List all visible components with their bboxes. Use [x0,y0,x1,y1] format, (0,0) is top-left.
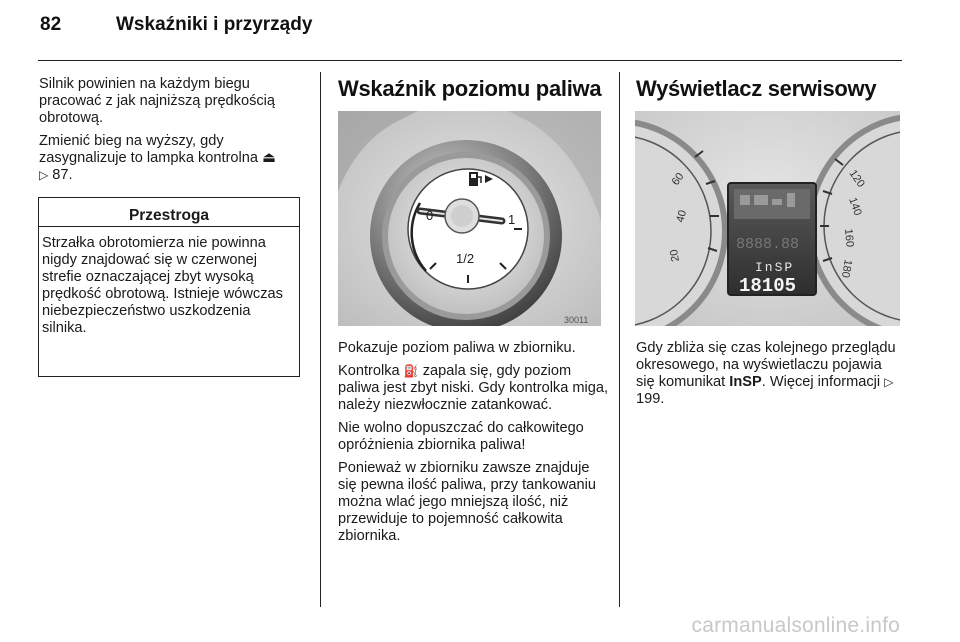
paragraph-upshift [39,133,309,184]
service-display-illustration [635,111,900,326]
page-reference-link[interactable]: 87. [52,167,73,183]
inspection-code: InSP [729,374,762,390]
column-left [39,76,309,190]
paragraph-low-rpm: Silnik powinien na każdym biegu pracować z jak najniższą prędkością obrotową. [39,76,276,126]
service-text: Gdy zbliża się czas kolejnego przeglądu okresowego, na wyświetlaczu pojawia się komunikat [636,340,896,390]
upshift-indicator-icon: ⏏ [262,150,276,166]
paragraph-fuel-level: Pokazuje poziom paliwa w zbiorniku. [338,340,576,356]
lcd-odometer: 18105 [739,275,797,297]
paragraph-service-message [636,340,904,408]
service-more-info: . Więcej informacji [761,374,881,390]
speed-label-40: 40 [674,208,690,224]
reference-arrow-icon: ▷ [884,375,894,389]
lcd-segment-test: 8888.88 [736,236,800,253]
speed-label-140: 140 [846,195,864,218]
column-right [636,76,904,102]
page-title: Wskaźniki i przyrządy [116,14,313,35]
column-middle [338,76,610,102]
caution-box [38,197,300,377]
column-middle-text [338,340,610,551]
figure-number: 30011 [564,315,589,325]
speed-label-120: 120 [846,167,867,190]
header-rule [38,60,902,61]
speed-label-160: 160 [842,228,856,248]
upshift-text: Zmienić bieg na wyższy, gdy zasygnalizuje to lampka kontrolna [39,133,259,166]
speed-label-60: 60 [669,170,687,188]
speed-label-180: 180 [838,258,854,279]
gauge-label-empty: 0 [426,208,434,223]
fuel-gauge-figure [338,111,601,326]
gauge-label-half: 1/2 [456,251,475,266]
section-heading-service-display: Wyświetlacz serwisowy [636,76,877,101]
gauge-label-full: 1 [508,212,516,227]
column-right-text [636,340,904,414]
reference-arrow-icon: ▷ [39,168,49,182]
page-reference-link[interactable]: 199. [636,391,665,407]
column-divider [619,72,620,607]
paragraph-low-fuel-light [338,363,610,414]
paragraph-residual-fuel: Ponieważ w zbiorniku zawsze znajduje się pewna ilość paliwa, przy tankowaniu można wlać jego mniejszą ilość, niż przewiduje to pojemność całkowita zbiornika. [338,460,596,544]
lcd-inspection-text: InSP [755,260,795,275]
low-fuel-pre-text: Kontrolka [338,363,400,379]
page-number: 82 [40,14,62,35]
caution-body: Strzałka obrotomierza nie powinna nigdy znajdować się w czerwonej strefie oznaczającej zbyt wysoką prędkość obrotową. Istnieje wówczas niebezpieczeństwo uszkodzenia silnika. [42,235,283,336]
fuel-pump-warning-icon: ⛽ [403,364,419,378]
low-fuel-post-text: zapala się, gdy poziom paliwa jest zbyt niski. Gdy kontrolka miga, należy niezwłocznie zatankować. [338,363,609,413]
paragraph-never-empty: Nie wolno dopuszczać do całkowitego opróżnienia zbiornika paliwa! [338,420,584,453]
column-divider [320,72,321,607]
speed-label-20: 20 [668,248,682,263]
watermark: carmanualsonline.info [691,614,900,637]
fuel-gauge-illustration [338,111,601,326]
section-heading-fuel-gauge: Wskaźnik poziomu paliwa [338,76,602,101]
service-display-figure [635,111,900,326]
caution-title: Przestroga [39,198,299,227]
